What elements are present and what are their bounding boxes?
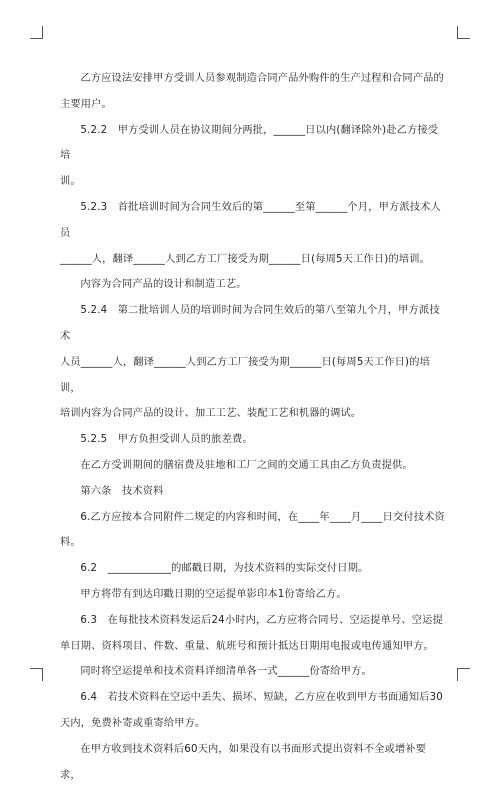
paragraph-line: 天内，免费补寄或重寄给甲方。 bbox=[60, 717, 206, 729]
section-heading: 第六条 技术资料 bbox=[80, 485, 164, 497]
paragraph-line: 乙方应设法安排甲方受训人员参观制造合同产品外购件的生产过程和合同产品的 bbox=[80, 73, 444, 84]
paragraph-line: 主要用户。 bbox=[60, 98, 112, 110]
crop-mark-top-left bbox=[30, 26, 43, 39]
paragraph-line: 甲方将带有到达印戳日期的空运提单影印本1份寄给乙方。 bbox=[80, 588, 347, 600]
paragraph-line: 同时将空运提单和技术资料详细清单各一式______份寄给甲方。 bbox=[80, 666, 372, 678]
paragraph-line: 培训内容为合同产品的设计、加工工艺、装配工艺和机器的调试。 bbox=[60, 408, 362, 420]
paragraph-line: 在乙方受训期间的膳宿费及驻地和工厂之间的交通工具由乙方负责提供。 bbox=[80, 459, 413, 471]
paragraph-line: ______人，翻译______人到乙方工厂接受为期______日(每周5天工作日)的培训。 bbox=[60, 253, 431, 265]
crop-mark-top-right bbox=[457, 26, 470, 39]
paragraph-line: 5.2.4 第二批培训人员的培训时间为合同生效后的第八至第九个月，甲方派技术 bbox=[60, 305, 440, 342]
crop-mark-bottom-left bbox=[30, 668, 43, 681]
paragraph-line: 6.3 在每批技术资料发运后24小时内，乙方应将合同号、空运提单号、空运提 bbox=[80, 614, 443, 626]
paragraph-line: 6.2 ____________的邮戳日期，为技术资料的实际交付日期。 bbox=[80, 563, 369, 575]
paragraph-line: 内容为合同产品的设计和制造工艺。 bbox=[80, 279, 247, 291]
paragraph-line: 5.2.2 甲方受训人员在协议期间分两批，______日以内(翻译除外)赴乙方接受培 bbox=[60, 124, 439, 162]
paragraph-line: 单日期、资料项目、件数、重量、航班号和预计抵达日期用电报或电传通知甲方。 bbox=[60, 640, 434, 652]
paragraph-line: 人员______人，翻译______人到乙方工厂接受为期______日(每周5天工作日)的培训， bbox=[60, 356, 431, 394]
paragraph-line: 在甲方收到技术资料后60天内，如果没有以书面形式提出资料不全或增补要求， bbox=[60, 743, 427, 781]
paragraph-line: 6.4 若技术资料在空运中丢失、损坏、短缺，乙方应在收到甲方书面通知后30 bbox=[80, 692, 443, 704]
paragraph-line: 5.2.5 甲方负担受训人员的旅差费。 bbox=[80, 434, 253, 446]
paragraph-line: 训。 bbox=[60, 176, 81, 188]
paragraph-line: 料。 bbox=[60, 537, 81, 549]
paragraph-line: 5.2.3 首批培训时间为合同生效后的第______至第______个月，甲方派技术人员 bbox=[60, 201, 441, 239]
document-body bbox=[60, 66, 446, 788]
crop-mark-bottom-right bbox=[457, 668, 470, 681]
paragraph-line: 6.乙方应按本合同附件二规定的内容和时间，在____年____月____日交付技术资 bbox=[80, 511, 445, 523]
